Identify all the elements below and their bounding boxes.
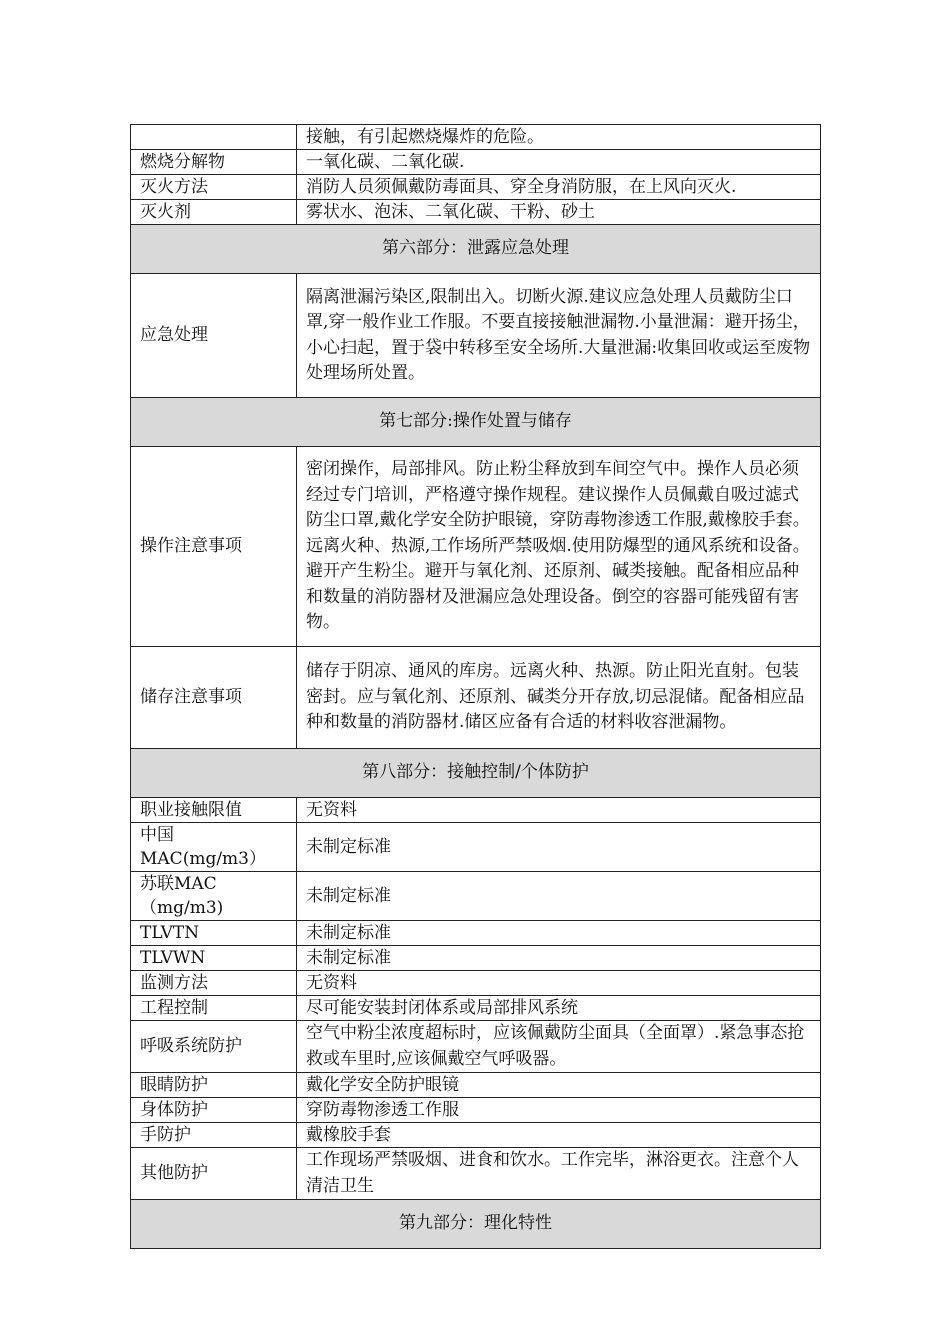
row-value: 雾状水、泡沫、二氧化碳、干粉、砂土 — [297, 200, 821, 225]
section-7-title: 第七部分:操作处置与储存 — [131, 398, 821, 447]
table-row — [131, 150, 821, 175]
table-row — [131, 823, 821, 872]
row-value: 一氧化碳、二氧化碳. — [297, 150, 821, 175]
row-label: 监测方法 — [131, 971, 297, 996]
section-9-title: 第九部分：理化特性 — [131, 1200, 821, 1249]
respiratory-protection-text: 空气中粉尘浓度超标时，应该佩戴防尘面具（全面罩）.紧急事态抢救或车里时,应该佩戴空气呼吸器。 — [297, 1021, 821, 1073]
row-label: 身体防护 — [131, 1098, 297, 1123]
row-label: 中国MAC(mg/m3） — [131, 823, 297, 872]
row-value: 无资料 — [297, 971, 821, 996]
row-value: 尽可能安装封闭体系或局部排风系统 — [297, 996, 821, 1021]
row-value: 无资料 — [297, 798, 821, 823]
row-value: 未制定标准 — [297, 872, 821, 921]
storage-precautions-text: 储存于阴凉、通风的库房。远离火种、热源。防止阳光直射。包装密封。应与氧化剂、还原剂、碱类分开存放,切忌混储。配备相应品种和数量的消防器材.储区应备有合适的材料收容泄漏物。 — [297, 647, 821, 749]
empty-label-cell — [131, 125, 297, 150]
row-value: 戴橡胶手套 — [297, 1123, 821, 1148]
row-label: 手防护 — [131, 1123, 297, 1148]
table-row — [131, 1148, 821, 1200]
table-row — [131, 946, 821, 971]
section-8-title: 第八部分：接触控制/个体防护 — [131, 749, 821, 798]
table-row — [131, 872, 821, 921]
row-label: 呼吸系统防护 — [131, 1021, 297, 1073]
handling-precautions-text: 密闭操作，局部排风。防止粉尘释放到车间空气中。操作人员必须经过专门培训，严格遵守操作规程。建议操作人员佩戴自吸过滤式防尘口罩,戴化学安全防护眼镜，穿防毒物渗透工作服,戴橡胶手套。远离火种、热源,工作场所严禁吸烟.使用防爆型的通风系统和设备。避开产生粉尘。避开与氧化剂、还原剂、碱类接触。配备相应品种和数量的消防器材及泄漏应急处理设备。倒空的容器可能残留有害物。 — [297, 447, 821, 647]
row-label: 储存注意事项 — [131, 647, 297, 749]
emergency-response-text: 隔离泄漏污染区,限制出入。切断火源.建议应急处理人员戴防尘口罩,穿一般作业工作服。不要直接接触泄漏物.小量泄漏：避开扬尘，小心扫起，置于袋中转移至安全场所.大量泄漏:收集回收或运至废物处理场所处置。 — [297, 274, 821, 398]
section-header — [131, 398, 821, 447]
row-value: 消防人员须佩戴防毒面具、穿全身消防服，在上风向灭火. — [297, 175, 821, 200]
row-value: 未制定标准 — [297, 921, 821, 946]
fire-hazard-continuation: 接触，有引起燃烧爆炸的危险。 — [297, 125, 821, 150]
row-value: 戴化学安全防护眼镜 — [297, 1073, 821, 1098]
table-row — [131, 1073, 821, 1098]
table-row — [131, 971, 821, 996]
row-label: 职业接触限值 — [131, 798, 297, 823]
section-header — [131, 749, 821, 798]
table-row — [131, 1098, 821, 1123]
table-row — [131, 647, 821, 749]
row-label: 操作注意事项 — [131, 447, 297, 647]
row-value: 未制定标准 — [297, 823, 821, 872]
row-label: 应急处理 — [131, 274, 297, 398]
row-label: 燃烧分解物 — [131, 150, 297, 175]
table-row — [131, 274, 821, 398]
row-label: TLVWN — [131, 946, 297, 971]
row-label: 眼睛防护 — [131, 1073, 297, 1098]
row-label: 灭火方法 — [131, 175, 297, 200]
row-value: 穿防毒物渗透工作服 — [297, 1098, 821, 1123]
table-row — [131, 798, 821, 823]
table-row — [131, 1123, 821, 1148]
other-protection-text: 工作现场严禁吸烟、进食和饮水。工作完毕，淋浴更衣。注意个人清洁卫生 — [297, 1148, 821, 1200]
msds-table — [130, 124, 821, 1249]
row-value: 未制定标准 — [297, 946, 821, 971]
table-row — [131, 996, 821, 1021]
row-label: 工程控制 — [131, 996, 297, 1021]
section-header — [131, 1200, 821, 1249]
row-label: 其他防护 — [131, 1148, 297, 1200]
table-row — [131, 447, 821, 647]
table-row — [131, 175, 821, 200]
table-row — [131, 125, 821, 150]
row-label: TLVTN — [131, 921, 297, 946]
table-row — [131, 921, 821, 946]
row-label: 灭火剂 — [131, 200, 297, 225]
section-6-title: 第六部分：泄露应急处理 — [131, 225, 821, 274]
section-header — [131, 225, 821, 274]
row-label: 苏联MAC（mg/m3) — [131, 872, 297, 921]
table-row — [131, 200, 821, 225]
table-row — [131, 1021, 821, 1073]
